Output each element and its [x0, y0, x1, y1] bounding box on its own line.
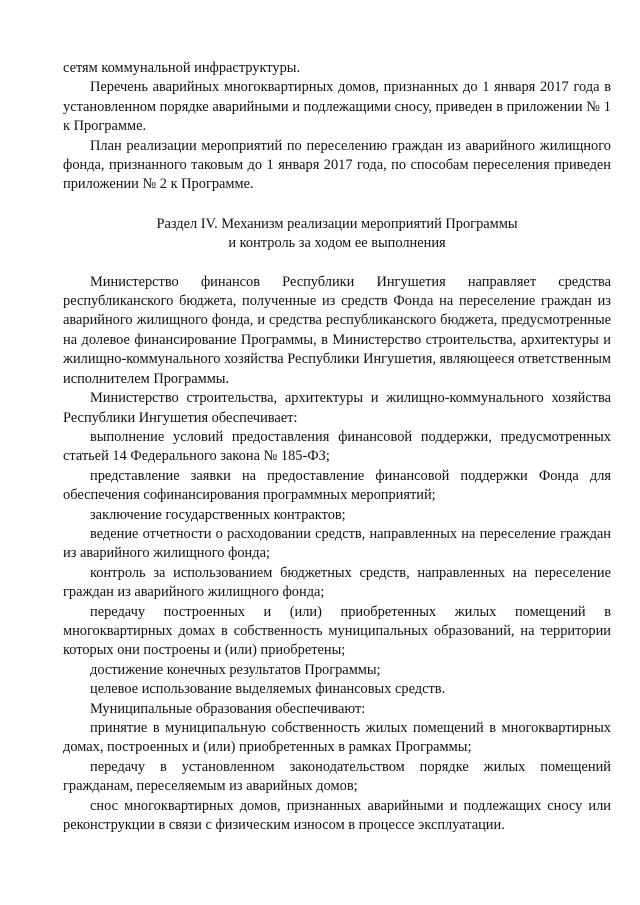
list-item-reporting: ведение отчетности о расходовании средств, направленных на переселение граждан из аварийного жилищного фонда; [63, 525, 611, 562]
paragraph-ministry-construction-ensures: Министерство строительства, архитектуры и жилищно-коммунального хозяйства Республики Ингушетия обеспечивает: [63, 390, 611, 426]
paragraph-municipalities-ensure: Муниципальные образования обеспечивают: [90, 700, 366, 717]
section-heading-line-2: и контроль за ходом ее выполнения [228, 235, 446, 252]
paragraph-ministry-finance: Министерство финансов Республики Ингушетия направляет средства республиканского бюджета, полученные из средств Фонда на переселение граждан из аварийного жилищного фонда, и средства республиканского бюджета, предусмотренные на долевое финансирование Программы, в Министерство строительства, архитектуры и жилищно-коммунального хозяйства Республики Ингушетия, являющееся ответственным исполнителем Программы. [63, 273, 611, 387]
list-item-contracts: заключение государственных контрактов; [90, 506, 346, 523]
list-item-demolition: снос многоквартирных домов, признанных аварийными и подлежащих сносу или реконструкции в связи с физическим износом в процессе эксплуатации. [63, 797, 611, 834]
document-page [63, 59, 611, 835]
section-heading-line-1: Раздел IV. Механизм реализации мероприятий Программы [156, 215, 518, 232]
list-item-results: достижение конечных результатов Программы; [90, 661, 381, 678]
paragraph-resettlement-plan: План реализации мероприятий по переселению граждан из аварийного жилищного фонда, признанного таковым до 1 января 2017 года, по способам переселения приведен приложении № 2 к Программе. [63, 137, 611, 193]
list-item-conditions: выполнение условий предоставления финансовой поддержки, предусмотренных статьей 14 Федерального закона № 185-ФЗ; [63, 428, 611, 465]
list-item-acceptance: принятие в муниципальную собственность жилых помещений в многоквартирных домах, построенных и (или) приобретенных в рамках Программы; [63, 720, 611, 756]
spacer [63, 195, 611, 215]
list-item-target-use: целевое использование выделяемых финансовых средств. [90, 681, 446, 698]
list-item-handover: передачу в установленном законодательством порядке жилых помещений гражданам, переселяемым из аварийных домов; [63, 758, 611, 795]
paragraph-continuation: сетям коммунальной инфраструктуры. [63, 60, 301, 76]
list-item-application: представление заявки на предоставление финансовой поддержки Фонда для обеспечения софинансирования программных мероприятий; [63, 467, 611, 504]
list-item-transfer: передачу построенных и (или) приобретенных жилых помещений в многоквартирных домах в собственность муниципальных образований, на территории которых они построены и (или) приобретены; [63, 603, 611, 659]
section-heading [63, 215, 611, 254]
spacer [63, 254, 611, 273]
paragraph-emergency-houses-list: Перечень аварийных многоквартирных домов, признанных до 1 января 2017 года в установленном порядке аварийными и подлежащими сносу, приведен в приложении № 1 к Программе. [63, 79, 611, 135]
list-item-control: контроль за использованием бюджетных средств, направленных на переселение граждан из аварийного жилищного фонда; [63, 564, 611, 601]
